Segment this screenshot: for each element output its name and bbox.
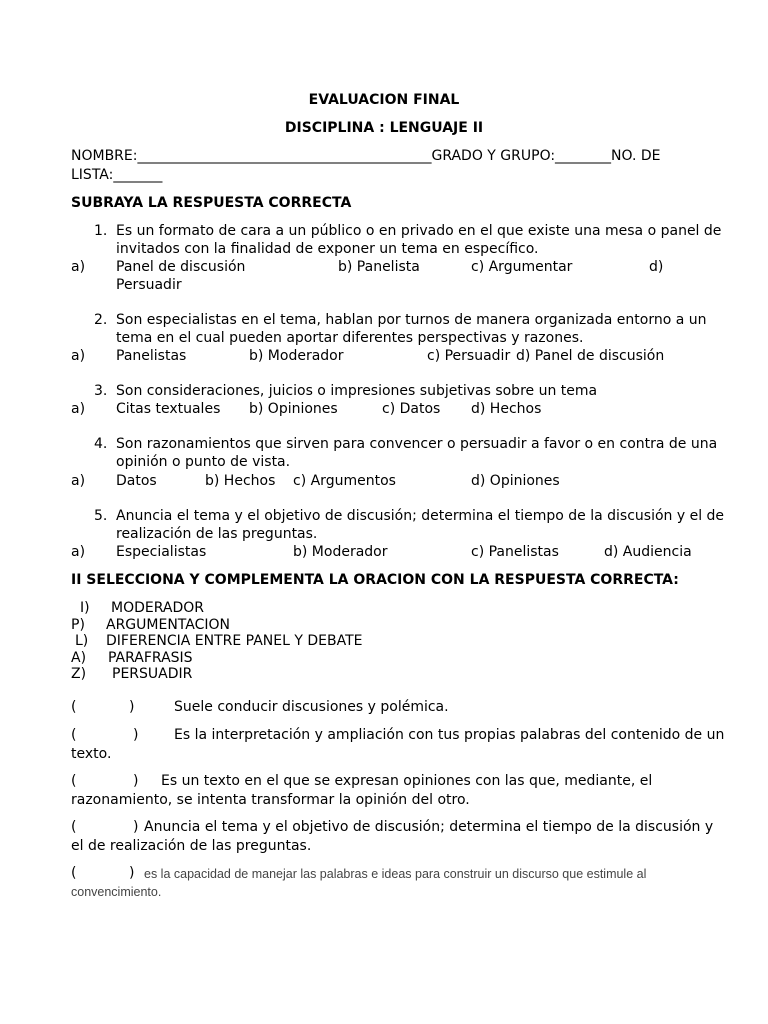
option-d[interactable]: d) Audiencia bbox=[604, 544, 692, 560]
option-prefix: a) bbox=[71, 259, 86, 275]
option-text: PARAFRASIS bbox=[108, 650, 193, 666]
list-line: LISTA:_______ bbox=[71, 167, 163, 183]
blank-sentence: Anuncia el tema y el objetivo de discusión; determina el tiempo de la discusión y bbox=[144, 819, 714, 835]
option-prefix: a) bbox=[71, 348, 86, 364]
question-text: Son consideraciones, juicios o impresiones subjetivas sobre un tema bbox=[116, 383, 598, 399]
question-text: Son especialistas en el tema, hablan por turnos de manera organizada entorno a un bbox=[116, 312, 707, 328]
question-text: opinión o punto de vista. bbox=[116, 454, 291, 470]
blank-close-paren[interactable]: ) bbox=[133, 727, 139, 743]
option-c[interactable]: c) Datos bbox=[382, 401, 441, 417]
option-b[interactable]: b) Moderador bbox=[249, 348, 344, 364]
blank-sentence-cont: texto. bbox=[71, 746, 112, 762]
section1-heading: SUBRAYA LA RESPUESTA CORRECTA bbox=[71, 195, 352, 211]
blank-sentence-cont: razonamiento, se intenta transformar la opinión del otro. bbox=[71, 792, 470, 808]
option-d[interactable]: d) bbox=[649, 259, 664, 275]
question-number: 4. bbox=[94, 436, 108, 452]
option-d[interactable]: d) Hechos bbox=[471, 401, 542, 417]
blank-open-paren[interactable]: ( bbox=[71, 699, 77, 715]
option-d[interactable]: d) Panel de discusión bbox=[516, 348, 665, 364]
blank-sentence-cont: el de realización de las preguntas. bbox=[71, 838, 312, 854]
blank-open-paren[interactable]: ( bbox=[71, 865, 77, 881]
option-text: DIFERENCIA ENTRE PANEL Y DEBATE bbox=[106, 633, 363, 649]
option-letter: P) bbox=[71, 617, 85, 633]
blank-open-paren[interactable]: ( bbox=[71, 819, 77, 835]
blank-close-paren[interactable]: ) bbox=[133, 819, 139, 835]
option-letter: A) bbox=[71, 650, 87, 666]
option-a[interactable]: Panel de discusión bbox=[116, 259, 246, 275]
name-line: NOMBRE:__________________________________________GRADO Y GRUPO:________NO. DE bbox=[71, 148, 661, 164]
blank-sentence: es la capacidad de manejar las palabras e ideas para construir un discurso que estimule al bbox=[144, 867, 647, 881]
option-prefix: a) bbox=[71, 401, 86, 417]
question-text: invitados con la finalidad de exponer un tema en específico. bbox=[116, 241, 539, 257]
blank-close-paren[interactable]: ) bbox=[129, 865, 135, 881]
question-text: Es un formato de cara a un público o en privado en el que existe una mesa o panel de bbox=[116, 223, 722, 239]
blank-sentence: Suele conducir discusiones y polémica. bbox=[174, 699, 449, 715]
question-text: tema en el cual pueden aportar diferentes perspectivas y razones. bbox=[116, 330, 584, 346]
option-a[interactable]: Especialistas bbox=[116, 544, 207, 560]
option-d-text[interactable]: Persuadir bbox=[116, 277, 182, 293]
blank-close-paren[interactable]: ) bbox=[129, 699, 135, 715]
option-a[interactable]: Citas textuales bbox=[116, 401, 221, 417]
option-text: PERSUADIR bbox=[112, 666, 193, 682]
option-letter: I) bbox=[80, 600, 90, 616]
question-text: Anuncia el tema y el objetivo de discusión; determina el tiempo de la discusión y el de bbox=[116, 508, 725, 524]
blank-sentence-cont: convencimiento. bbox=[71, 885, 162, 899]
option-text: ARGUMENTACION bbox=[106, 617, 230, 633]
option-text: MODERADOR bbox=[111, 600, 204, 616]
question-text: Son razonamientos que sirven para convencer o persuadir a favor o en contra de una bbox=[116, 436, 718, 452]
subject-title: DISCIPLINA : LENGUAJE II bbox=[284, 120, 484, 136]
blank-open-paren[interactable]: ( bbox=[71, 727, 77, 743]
section2-heading: II SELECCIONA Y COMPLEMENTA LA ORACION CON LA RESPUESTA CORRECTA: bbox=[71, 572, 679, 588]
option-a[interactable]: Datos bbox=[116, 473, 157, 489]
option-c[interactable]: c) Persuadir bbox=[427, 348, 511, 364]
option-c[interactable]: c) Argumentar bbox=[471, 259, 573, 275]
option-b[interactable]: b) Moderador bbox=[293, 544, 388, 560]
option-d[interactable]: d) Opiniones bbox=[471, 473, 560, 489]
option-a[interactable]: Panelistas bbox=[116, 348, 187, 364]
option-prefix: a) bbox=[71, 473, 86, 489]
exam-title: EVALUACION FINAL bbox=[308, 92, 460, 108]
option-b[interactable]: b) Hechos bbox=[205, 473, 276, 489]
question-number: 2. bbox=[94, 312, 108, 328]
question-text: realización de las preguntas. bbox=[116, 526, 318, 542]
question-number: 1. bbox=[94, 223, 108, 239]
blank-sentence: Es un texto en el que se expresan opiniones con las que, mediante, el bbox=[161, 773, 653, 789]
option-letter: L) bbox=[75, 633, 89, 649]
option-c[interactable]: c) Argumentos bbox=[293, 473, 396, 489]
blank-open-paren[interactable]: ( bbox=[71, 773, 77, 789]
blank-close-paren[interactable]: ) bbox=[133, 773, 139, 789]
option-b[interactable]: b) Opiniones bbox=[249, 401, 338, 417]
question-number: 5. bbox=[94, 508, 108, 524]
option-letter: Z) bbox=[71, 666, 87, 682]
blank-sentence: Es la interpretación y ampliación con tus propias palabras del contenido de un bbox=[174, 727, 725, 743]
option-b[interactable]: b) Panelista bbox=[338, 259, 420, 275]
option-c[interactable]: c) Panelistas bbox=[471, 544, 559, 560]
question-number: 3. bbox=[94, 383, 108, 399]
option-prefix: a) bbox=[71, 544, 86, 560]
